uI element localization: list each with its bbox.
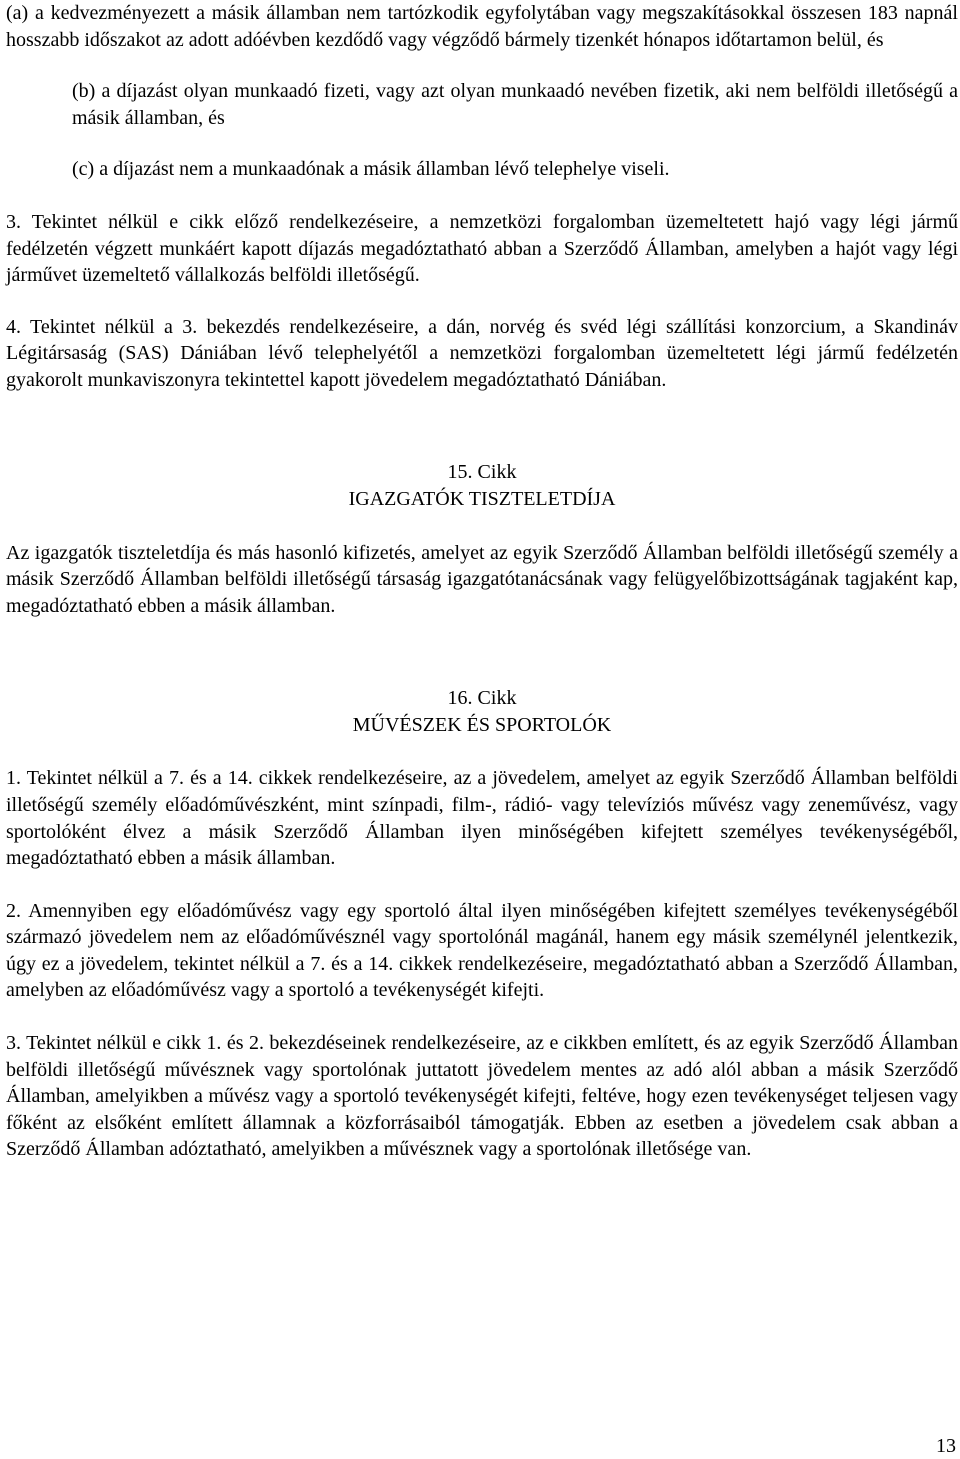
item-b: (b) a díjazást olyan munkaadó fizeti, vagy azt olyan munkaadó nevében fizetik, aki nem belföldi illetőségű a másik államban, és	[72, 80, 958, 129]
article-16-number: 16. Cikk	[447, 687, 517, 710]
article-16-paragraph-3: 3. Tekintet nélkül e cikk 1. és 2. bekezdéseinek rendelkezéseire, az e cikkben említett, és az egyik Szerződő Államban belföldi illetőségű művésznek vagy sportolónak juttatott jövedelem mentes az adó alól abban a másik Szerződő Államban, amelyikben a művész vagy a sportoló tevékenységét kifejti, feltéve, hogy ezen tevékenységet teljesen vagy főként az elsőként említett államnak a közforrásaiból támogatják. Ebben az esetben a jövedelem csak abban a Szerződő Államban adóztatható, amelyikben a művésznek vagy a sportolónak illetősége van.	[6, 1032, 958, 1161]
page-number: 13	[936, 1435, 956, 1457]
paragraph-4: 4. Tekintet nélkül a 3. bekezdés rendelkezéseire, a dán, norvég és svéd légi szállítási konzorcium, a Skandináv Légitársaság (SAS) Dániában lévő telephelyétől a nemzetközi forgalomban üzemeltetett légi jármű fedélzetén gyakorolt munkaviszonyra tekintettel kapott jövedelem megadóztatható Dániában.	[6, 315, 958, 391]
item-c: (c) a díjazást nem a munkaadónak a másik államban lévő telephelye viseli.	[72, 158, 670, 181]
article-16-paragraph-1: 1. Tekintet nélkül a 7. és a 14. cikkek rendelkezéseire, az a jövedelem, amelyet az egyik Szerződő Államban belföldi illetőségű személy előadóművészként, mint színpadi, film-, rádió- vagy televíziós művész vagy zeneművész, vagy sportolóként élvez a másik Szerződő Államban ilyen minőségében kifejtett személyes tevékenységéből, megadóztatható ebben a másik államban.	[6, 767, 958, 870]
article-16-paragraph-2: 2. Amennyiben egy előadóművész vagy egy sportoló által ilyen minőségében kifejtett személyes tevékenységéből származó jövedelem nem az előadóművésznél vagy sportolónál magánál, hanem egy másik személynél jelentkezik, úgy ez a jövedelem, tekintet nélkül a 7. és a 14. cikkek rendelkezéseire, megadóztatható abban a Szerződő Államban, amelyben az előadóművész vagy a sportoló a tevékenységét kifejti.	[6, 899, 958, 1002]
article-16-title: MŰVÉSZEK ÉS SPORTOLÓK	[352, 714, 612, 737]
article-15-body: Az igazgatók tiszteletdíja és más hasonló kifizetés, amelyet az egyik Szerződő Államban belföldi illetőségű személy a másik Szerződő Államban belföldi illetőségű társaság igazgatótanácsának vagy felügyelőbizottságának tagjaként kap, megadóztatható ebben a másik államban.	[6, 541, 958, 617]
paragraph-3: 3. Tekintet nélkül e cikk előző rendelkezéseire, a nemzetközi forgalomban üzemeltetett hajó vagy légi jármű fedélzetén végzett munkáért kapott díjazás megadóztatható abban a Szerződő Államban, amelyben a hajót vagy légi járművet üzemeltető vállalkozás belföldi illetőségű.	[6, 210, 958, 287]
article-15-number: 15. Cikk	[447, 460, 517, 483]
item-a: (a) a kedvezményezett a másik államban nem tartózkodik egyfolytában vagy megszakításokkal összesen 183 napnál hosszabb időszakot az adott adóévben kezdődő vagy végződő bármely tizenkét hónapos időtartamon belül, és	[6, 2, 958, 51]
article-15-title: IGAZGATÓK TISZTELETDÍJA	[348, 487, 616, 510]
document-page	[6, 0, 958, 1163]
